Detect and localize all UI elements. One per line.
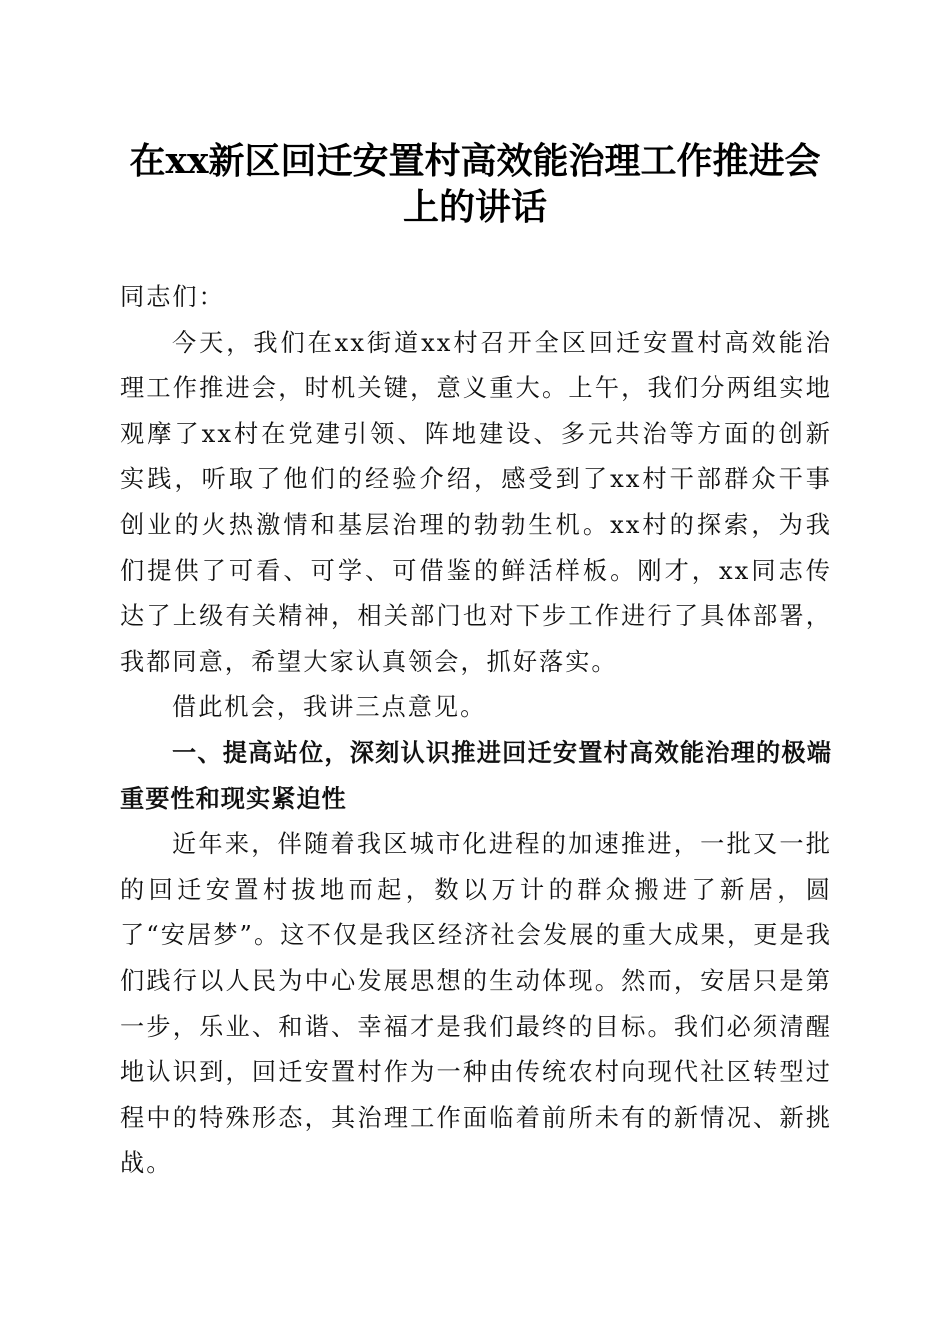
paragraph-opening: 今天，我们在xx街道xx村召开全区回迁安置村高效能治理工作推进会，时机关键，意义重大。上午，我们分两组实地观摩了xx村在党建引领、阵地建设、多元共治等方面的创新实践，听取了他们的经验介绍，感受到了xx村干部群众干事创业的火热激情和基层治理的勃勃生机。xx村的探索，为我们提供了可看、可学、可借鉴的鲜活样板。刚才，xx同志传达了上级有关精神，相关部门也对下步工作进行了具体部署，我都同意，希望大家认真领会，抓好落实。 [120, 328, 832, 676]
document-title-line-2: 上的讲话 [402, 186, 547, 228]
paragraph-section-1: 近年来，伴随着我区城市化进程的加速推进，一批又一批的回迁安置村拔地而起，数以万计的群众搬进了新居，圆了“安居梦”。这不仅是我区经济社会发展的重大成果，更是我们践行以人民为中心发展思想的生动体现。然而，安居只是第一步，乐业、和谐、幸福才是我们最终的目标。我们必须清醒地认识到，回迁安置村作为一种由传统农村向现代社区转型过程中的特殊形态，其治理工作面临着前所未有的新情况、新挑战。 [120, 830, 832, 1178]
section-heading-1: 一、提高站位，深刻认识推进回迁安置村高效能治理的极端重要性和现实紧迫性 [120, 738, 832, 813]
paragraph-transition: 借此机会，我讲三点意见。 [172, 693, 487, 722]
salutation: 同志们： [120, 283, 225, 311]
document-body [120, 275, 832, 1187]
document-title-line-1: 在xx新区回迁安置村高效能治理工作推进会 [129, 140, 821, 182]
